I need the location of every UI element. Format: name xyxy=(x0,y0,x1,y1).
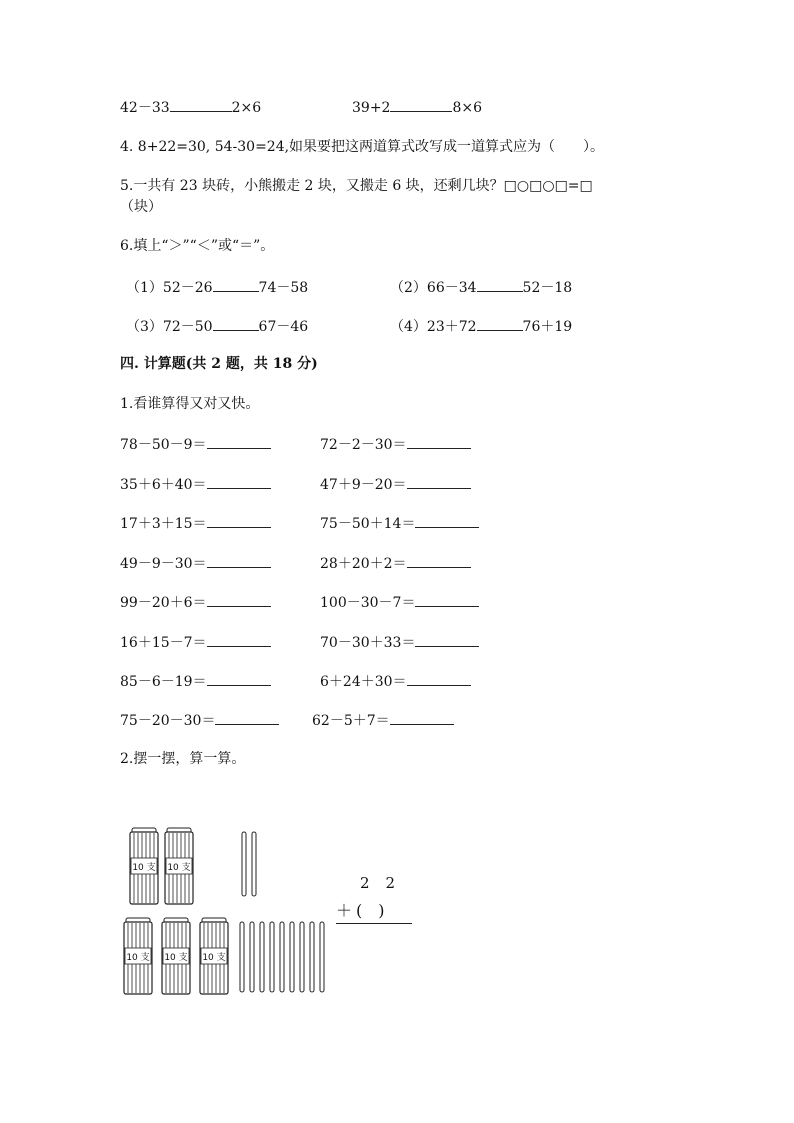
answer-blank[interactable] xyxy=(477,277,523,292)
calc-item xyxy=(312,710,454,730)
calc-expr: 72－2－30＝ xyxy=(320,437,407,453)
calc-item xyxy=(120,671,271,691)
question-5-line2: （块） xyxy=(120,199,162,215)
single-stick xyxy=(300,922,304,992)
calc1-title: 1.看谁算得又对又快。 xyxy=(120,396,260,412)
single-stick xyxy=(310,922,314,992)
q6-item-4 xyxy=(390,316,572,336)
answer-blank[interactable] xyxy=(407,671,471,686)
bundle-label: 10 支 xyxy=(132,863,156,873)
section-title: 四. 计算题(共 2 题，共 18 分) xyxy=(120,356,318,372)
answer-blank[interactable] xyxy=(415,592,479,607)
calc-item xyxy=(320,434,471,454)
single-stick xyxy=(240,922,244,992)
q6-item-3 xyxy=(126,316,308,336)
expr-right-b: 8×6 xyxy=(452,100,482,116)
single-stick xyxy=(320,922,324,992)
bundle-label: 10 支 xyxy=(202,953,226,963)
addend-top xyxy=(360,874,411,892)
answer-blank[interactable] xyxy=(213,277,259,292)
answer-blank[interactable] xyxy=(415,632,479,647)
q6-item-1 xyxy=(126,277,308,297)
calc-expr: 75－50＋14＝ xyxy=(320,516,416,532)
expr-left-b: 2×6 xyxy=(231,100,262,116)
q6-item-2 xyxy=(390,277,572,297)
question-5-line1: 5.一共有 23 块砖，小熊搬走 2 块，又搬走 6 块，还剩几块？□○□○□=□ xyxy=(120,178,593,194)
calc-item xyxy=(120,474,271,494)
calc-item xyxy=(120,513,271,533)
calc2-title: 2.摆一摆，算一算。 xyxy=(120,751,246,767)
q6-item-tail: 74－58 xyxy=(258,280,309,296)
calc-expr: 100－30－7＝ xyxy=(320,595,416,611)
calc-expr: 16＋15－7＝ xyxy=(120,635,207,651)
answer-blank[interactable] xyxy=(170,97,232,112)
q6-item-label: （2）66－34 xyxy=(390,280,477,296)
bundle-label: 10 支 xyxy=(167,863,191,873)
compare-row-right xyxy=(352,97,482,117)
calc-expr: 70－30＋33＝ xyxy=(320,635,416,651)
compare-row xyxy=(120,97,261,117)
calc-item xyxy=(120,553,271,573)
calc-expr: 75－20－30＝ xyxy=(120,713,216,729)
sum-line xyxy=(336,923,412,924)
digit-tens: 2 xyxy=(360,874,386,892)
q6-item-tail: 67－46 xyxy=(258,319,309,335)
single-stick xyxy=(290,922,294,992)
answer-blank[interactable] xyxy=(477,316,523,331)
paren-blank[interactable]: ( ) xyxy=(356,901,385,920)
single-stick xyxy=(250,922,254,992)
answer-blank[interactable] xyxy=(213,316,259,331)
calc-item xyxy=(120,632,271,652)
calc-item xyxy=(320,592,479,612)
answer-blank[interactable] xyxy=(407,434,471,449)
calc-item xyxy=(320,474,471,494)
single-stick xyxy=(252,832,256,896)
answer-blank[interactable] xyxy=(407,474,471,489)
digit-ones: 2 xyxy=(385,874,412,892)
expr-right-a: 39+2 xyxy=(352,100,391,116)
answer-blank[interactable] xyxy=(390,710,454,725)
answer-blank[interactable] xyxy=(207,474,271,489)
q6-item-label: （4）23＋72 xyxy=(390,319,477,335)
calc-expr: 47＋9－20＝ xyxy=(320,477,407,493)
answer-blank[interactable] xyxy=(207,513,271,528)
answer-blank[interactable] xyxy=(415,513,479,528)
answer-blank[interactable] xyxy=(207,592,271,607)
answer-blank[interactable] xyxy=(207,434,271,449)
q6-item-label: （3）72－50 xyxy=(126,319,213,335)
calc-item xyxy=(320,671,471,691)
expr-left-a: 42－33 xyxy=(120,100,170,116)
calc-expr: 85－6－19＝ xyxy=(120,674,207,690)
calc-item xyxy=(320,632,479,652)
calc-item xyxy=(320,513,479,533)
calc-item xyxy=(120,592,271,612)
answer-blank[interactable] xyxy=(207,632,271,647)
calc-expr: 78－50－9＝ xyxy=(120,437,207,453)
bundle-label: 10 支 xyxy=(164,953,188,963)
single-stick xyxy=(260,922,264,992)
answer-blank[interactable] xyxy=(207,671,271,686)
single-stick xyxy=(280,922,284,992)
addend-bottom xyxy=(336,902,385,920)
calc-expr: 62－5＋7＝ xyxy=(312,713,390,729)
single-stick xyxy=(242,832,246,896)
question-4: 4. 8+22=30, 54-30=24,如果要把这两道算式改写成一道算式应为（ ）。 xyxy=(120,139,605,155)
calc-item xyxy=(320,553,471,573)
question-6-title: 6.填上“＞”“＜”或“＝”。 xyxy=(120,238,275,254)
answer-blank[interactable] xyxy=(207,553,271,568)
q6-item-tail: 76＋19 xyxy=(522,319,573,335)
answer-blank[interactable] xyxy=(407,553,471,568)
calc-expr: 17＋3＋15＝ xyxy=(120,516,207,532)
calc-expr: 49－9－30＝ xyxy=(120,556,207,572)
q6-item-label: （1）52－26 xyxy=(126,280,213,296)
q6-item-tail: 52－18 xyxy=(522,280,573,296)
answer-blank[interactable] xyxy=(215,710,279,725)
bundle-label: 10 支 xyxy=(126,953,150,963)
calc-expr: 6＋24＋30＝ xyxy=(320,674,407,690)
plus-sign: ＋ xyxy=(336,901,353,920)
calc-item xyxy=(120,710,279,730)
answer-blank[interactable] xyxy=(390,97,452,112)
calc-expr: 35＋6＋40＝ xyxy=(120,477,207,493)
calc-expr: 28＋20＋2＝ xyxy=(320,556,407,572)
calc-expr: 99－20＋6＝ xyxy=(120,595,207,611)
single-stick xyxy=(270,922,274,992)
calc-item xyxy=(120,434,271,454)
